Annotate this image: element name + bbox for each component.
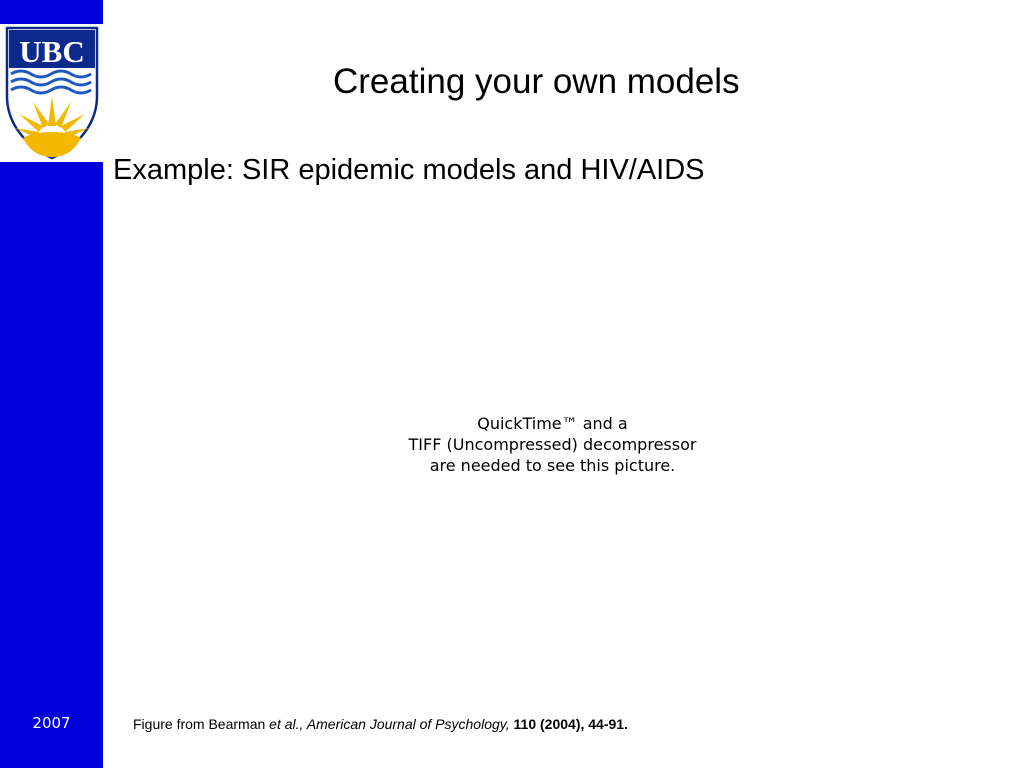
slide-title: Creating your own models xyxy=(333,62,740,101)
caption-journal: American Journal of Psychology, xyxy=(303,716,510,732)
caption-prefix: Figure from Bearman xyxy=(133,716,270,732)
logo-text: UBC xyxy=(19,34,85,69)
slide-year: 2007 xyxy=(32,714,71,732)
placeholder-line-1: QuickTime™ and a xyxy=(477,414,628,433)
caption-citation: 110 (2004), 44-91. xyxy=(509,716,628,732)
caption-authors: et al., xyxy=(269,716,304,732)
placeholder-line-3: are needed to see this picture. xyxy=(429,456,676,475)
slide-subtitle: Example: SIR epidemic models and HIV/AIDS xyxy=(113,154,705,186)
ubc-logo xyxy=(0,24,103,162)
ubc-shield-icon xyxy=(3,26,101,160)
figure-caption xyxy=(133,716,628,732)
missing-image-placeholder xyxy=(380,413,725,476)
placeholder-line-2: TIFF (Uncompressed) decompressor xyxy=(408,435,697,454)
